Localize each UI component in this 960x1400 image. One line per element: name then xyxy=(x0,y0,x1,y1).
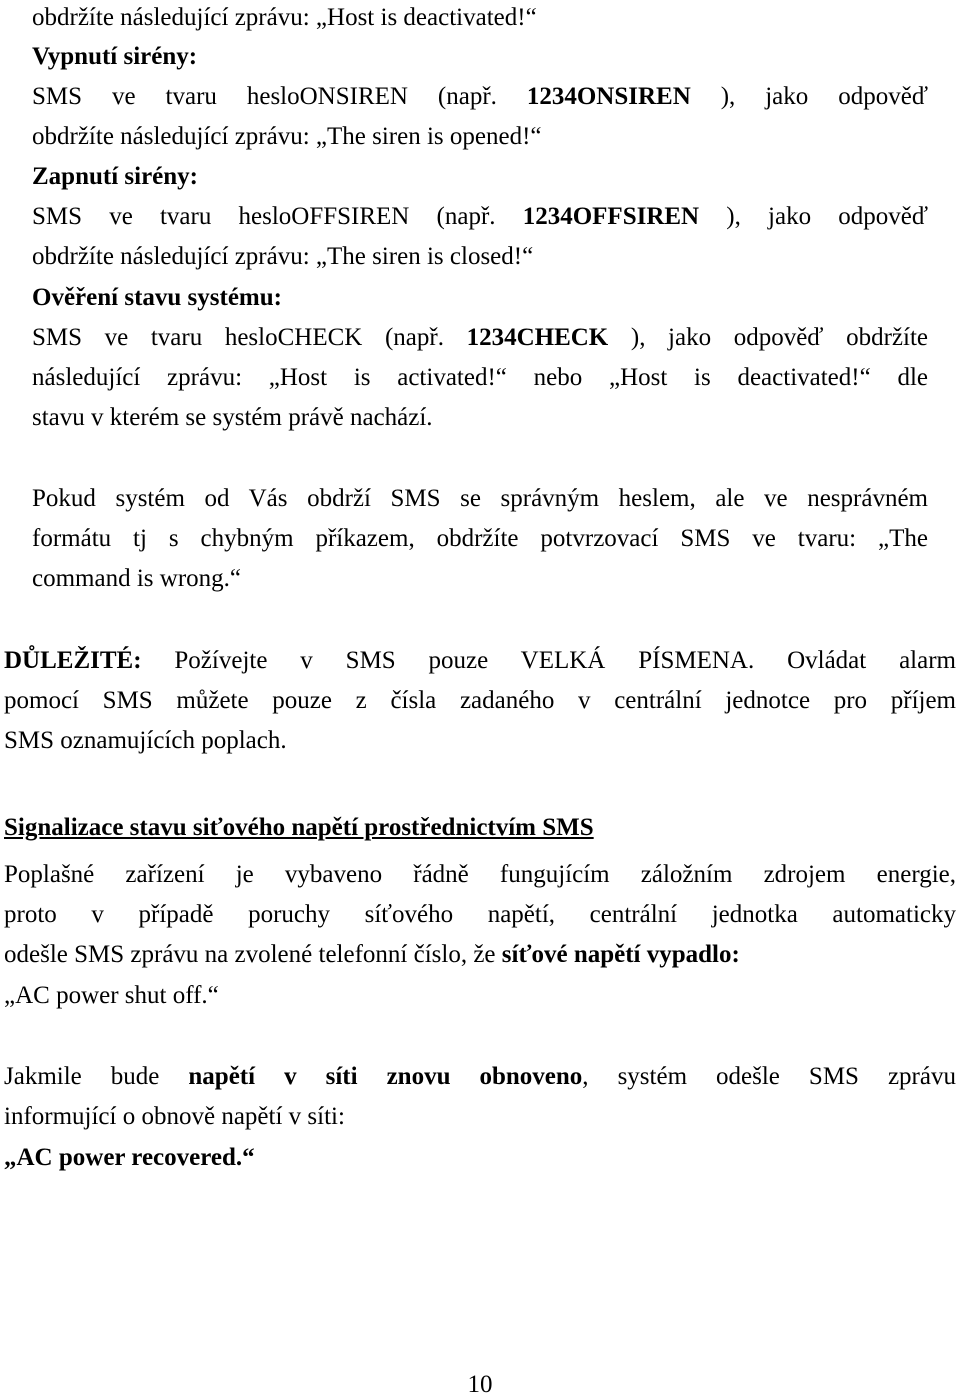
text-line: Pokud systém od Vás obdrží SMS se správným heslem, ale ve nesprávném xyxy=(32,485,928,512)
subheading-siren-on: Zapnutí sirény: xyxy=(32,163,199,190)
text-line: následující zprávu: „Host is activated!“ nebo „Host is deactivated!“ dle xyxy=(32,364,928,391)
text-line: obdržíte následující zprávu: „The siren is opened!“ xyxy=(32,123,542,150)
text-line: SMS ve tvaru hesloOFFSIREN (např. 1234OFFSIREN ), jako odpověď xyxy=(32,203,928,230)
subheading-system-check: Ověření stavu systému: xyxy=(32,284,282,311)
important-note: DŮLEŽITÉ: Požívejte v SMS pouze VELKÁ PÍSMENA. Ovládat alarm xyxy=(4,647,956,674)
section-heading: Signalizace stavu siťového napětí prostřednictvím SMS xyxy=(4,814,594,841)
text-line: proto v případě poruchy síťového napětí, centrální jednotka automaticky xyxy=(4,901,956,928)
text-line: obdržíte následující zprávu: „The siren is closed!“ xyxy=(32,243,534,270)
subheading-siren-off: Vypnutí sirény: xyxy=(32,43,198,70)
text-line: command is wrong.“ xyxy=(32,565,241,592)
text-line: „AC power recovered.“ xyxy=(4,1144,255,1171)
text-line: SMS ve tvaru hesloCHECK (např. 1234CHECK ), jako odpověď obdržíte xyxy=(32,324,928,351)
text-line: SMS ve tvaru hesloONSIREN (např. 1234ONSIREN ), jako odpověď xyxy=(32,83,928,110)
text-line: pomocí SMS můžete pouze z čísla zadaného v centrální jednotce pro příjem xyxy=(4,687,956,714)
text-line: „AC power shut off.“ xyxy=(4,982,219,1009)
important-label: DŮLEŽITÉ: xyxy=(4,647,142,674)
text-line: informující o obnově napětí v síti: xyxy=(4,1103,345,1130)
text-line: Jakmile bude napětí v síti znovu obnoveno, systém odešle SMS zprávu xyxy=(4,1063,956,1090)
text-line: formátu tj s chybným příkazem, obdržíte potvrzovací SMS ve tvaru: „The xyxy=(32,525,928,552)
text-line: obdržíte následující zprávu: „Host is deactivated!“ xyxy=(32,4,537,31)
text-line: SMS oznamujících poplach. xyxy=(4,727,287,754)
page-number: 10 xyxy=(467,1371,493,1398)
text-line: stavu v kterém se systém právě nachází. xyxy=(32,404,433,431)
text-line: Poplašné zařízení je vybaveno řádně fungujícím záložním zdrojem energie, xyxy=(4,861,956,888)
text-line: odešle SMS zprávu na zvolené telefonní číslo, že síťové napětí vypadlo: xyxy=(4,941,740,968)
